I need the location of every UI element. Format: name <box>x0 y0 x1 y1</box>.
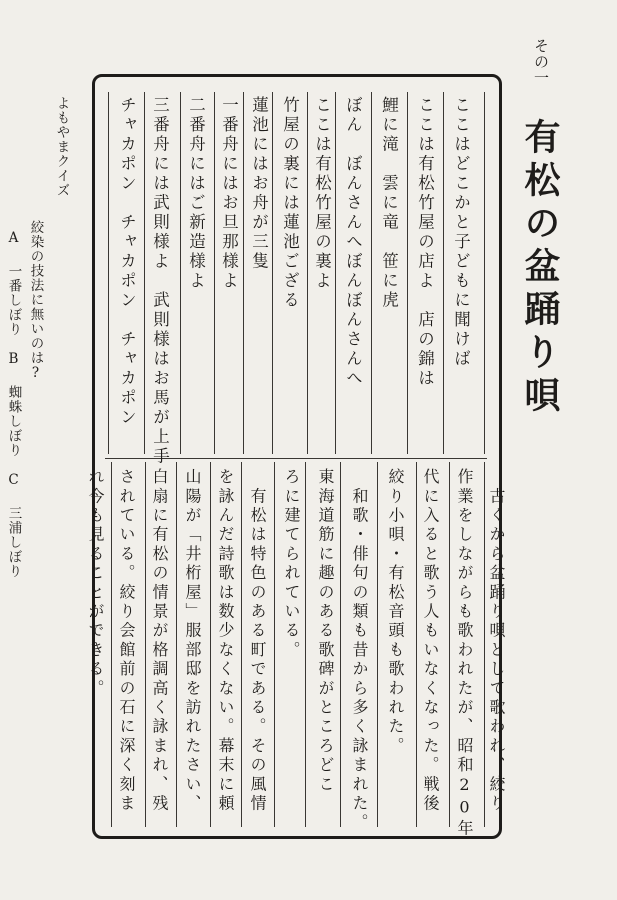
rule-line <box>449 462 450 827</box>
prose-line: 絞り小唄・有松音頭も歌われた。 <box>386 468 405 756</box>
song-line: ぼん ぼんさんへぼんぼんさんへ <box>343 96 363 389</box>
prose-line: 代に入ると歌う人もいなくなった。戦後 <box>421 468 440 814</box>
section-label: その一 <box>532 38 550 86</box>
rule-line <box>241 462 242 827</box>
rule-line <box>407 92 408 454</box>
prose-line: 和歌・俳句の類も昔から多く詠まれた。 <box>350 468 369 833</box>
rule-line <box>377 462 378 827</box>
song-line: ここはどこかと子どもに聞けば <box>451 96 471 369</box>
prose-line: 作業をしながらも歌われたが、昭和20年 <box>455 468 474 839</box>
prose-line: 古くから盆踊り唄として歌われ、絞り <box>487 468 506 814</box>
prose-line: 東海道筋に趣のある歌碑がところどこ <box>316 468 335 795</box>
rule-line <box>274 462 275 827</box>
rule-line <box>272 92 273 454</box>
song-line: 蓮池にはお舟が三隻 <box>249 96 269 272</box>
page-title: 有松の盆踊り唄 <box>519 118 561 419</box>
song-line: ここは有松竹屋の店よ 店の錦は <box>415 96 435 389</box>
prose-line: 山陽が「井桁屋」服部邸を訪れたさい、 <box>183 468 202 814</box>
song-line: 竹屋の裏には蓮池ござる <box>280 96 300 311</box>
rule-line <box>210 462 211 827</box>
rule-line <box>443 92 444 454</box>
rule-line <box>243 92 244 454</box>
song-line: 一番舟にはお旦那様よ <box>219 96 239 291</box>
quiz-options: A 一番しぼり B 蜘蛛しぼり C 三浦しぼり <box>5 230 22 579</box>
rule-line <box>484 92 485 454</box>
rule-line <box>176 462 177 827</box>
rule-line <box>145 462 146 827</box>
quiz-heading: よもやまクイズ <box>53 96 70 198</box>
rule-line <box>335 92 336 454</box>
rule-line <box>340 462 341 827</box>
prose-line: ろに建てられている。 <box>282 468 301 660</box>
song-line: チャカポン チャカポン チャカポン <box>117 96 137 428</box>
rule-line <box>484 462 485 827</box>
song-line: ここは有松竹屋の裏よ <box>312 96 332 291</box>
rule-line <box>305 462 306 827</box>
rule-line <box>144 92 145 454</box>
song-line: 二番舟にはご新造様よ <box>186 96 206 291</box>
prose-line: を詠んだ詩歌は数少なくない。幕末に頼 <box>216 468 235 814</box>
prose-line: されている。絞り会館前の石に深く刻ま <box>117 468 136 814</box>
rule-line <box>371 92 372 454</box>
rule-line <box>180 92 181 454</box>
song-line: 鯉に滝 雲に竜 笹に虎 <box>379 96 399 311</box>
rule-line <box>108 92 109 454</box>
rule-line <box>111 462 112 827</box>
rule-line <box>416 462 417 827</box>
quiz-question: 絞染の技法に無いのは? <box>27 220 44 382</box>
rule-line <box>307 92 308 454</box>
prose-line: れ今も見ることができる。 <box>86 468 105 699</box>
prose-line: 白扇に有松の情景が格調高く詠まれ、残 <box>150 468 169 814</box>
prose-line: 有松は特色のある町である。その風情 <box>248 468 267 814</box>
rule-line <box>214 92 215 454</box>
song-line: 三番舟には武則様よ 武則様はお馬が上手 <box>150 96 170 467</box>
